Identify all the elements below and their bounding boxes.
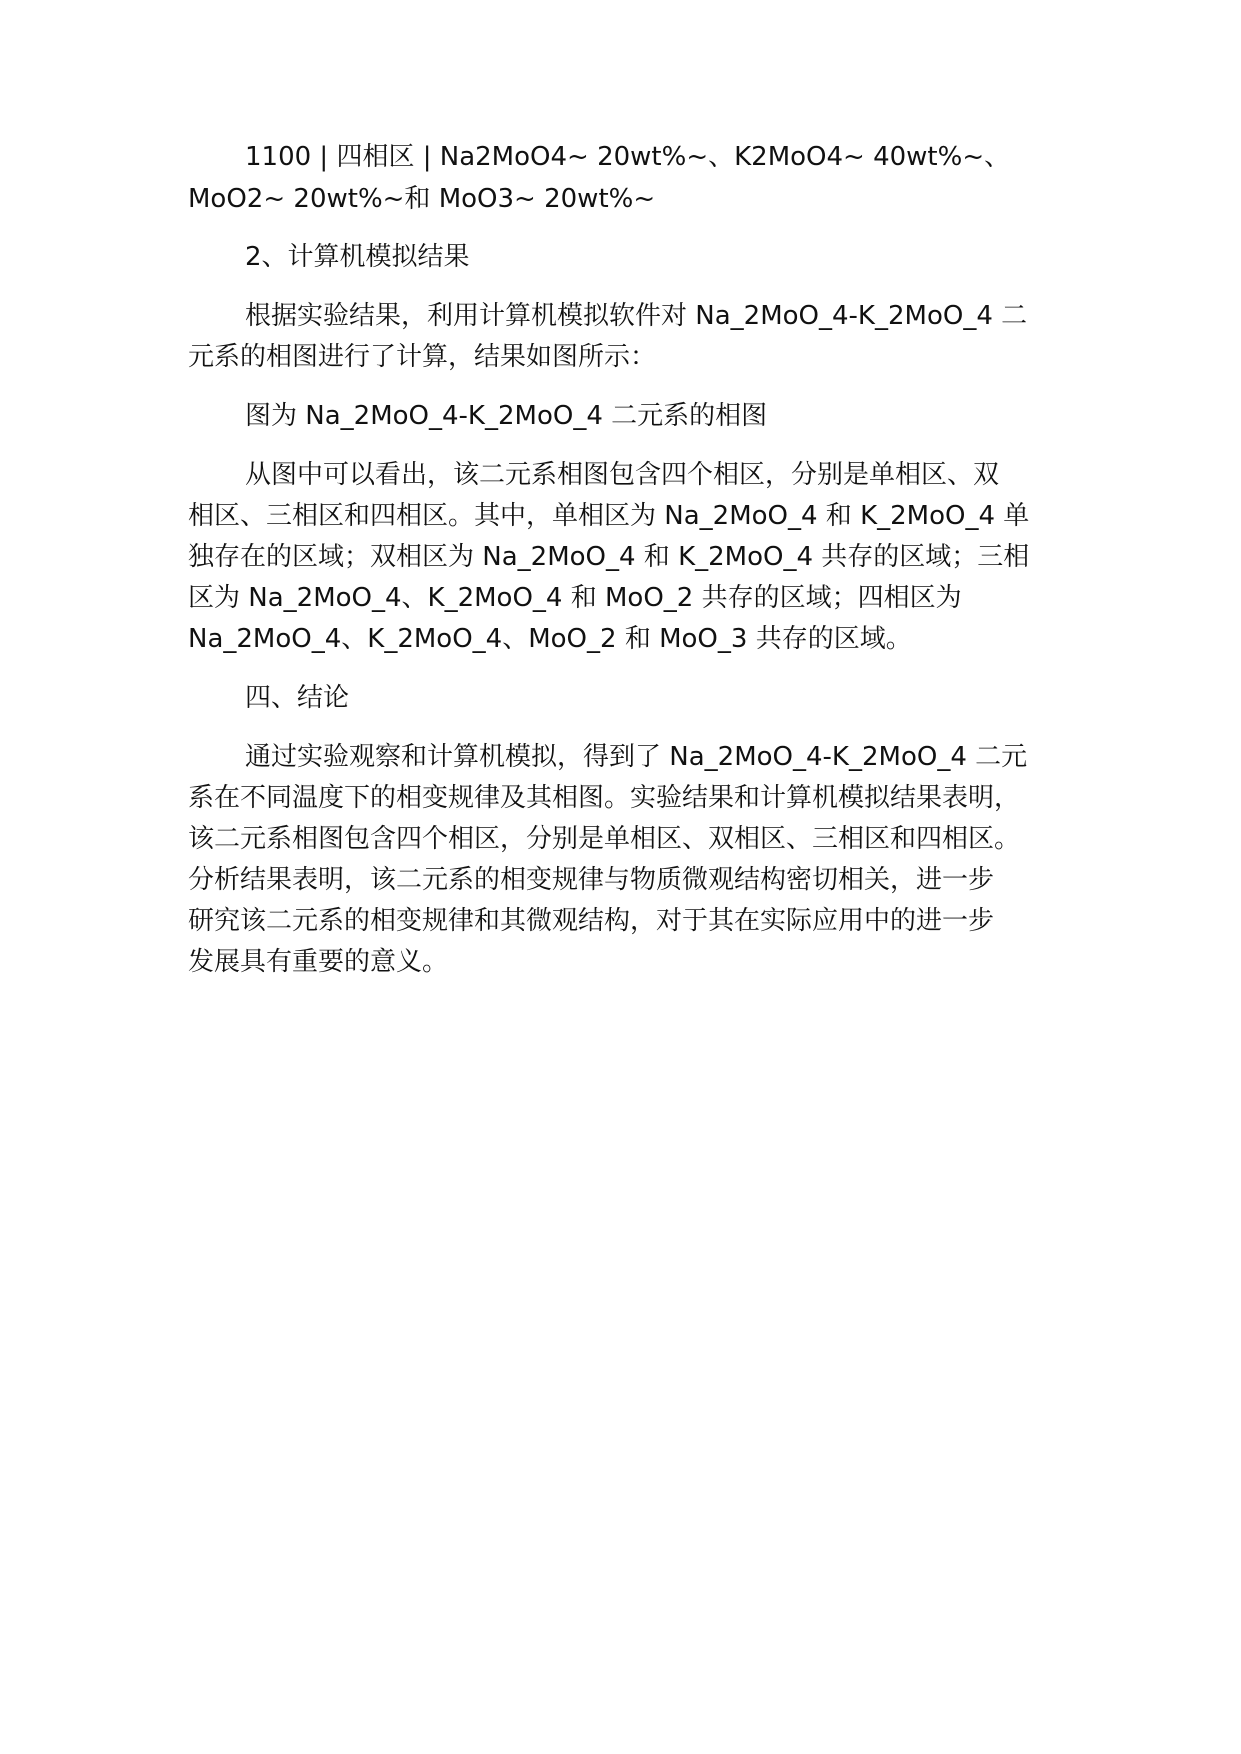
paragraph-line: 该二元系相图包含四个相区，分别是单相区、双相区、三相区和四相区。 <box>188 824 1021 854</box>
paragraph-line: 相区、三相区和四相区。其中，单相区为 Na_2MoO_4 和 K_2MoO_4 单 <box>188 501 1030 531</box>
paragraph-line: 研究该二元系的相变规律和其微观结构，对于其在实际应用中的进一步 <box>188 906 995 936</box>
figure-caption: 图为 Na_2MoO_4-K_2MoO_4 二元系的相图 <box>245 401 768 431</box>
paragraph-line: 独存在的区域；双相区为 Na_2MoO_4 和 K_2MoO_4 共存的区域；三相 <box>188 542 1030 572</box>
section-heading-simulation: 2、计算机模拟结果 <box>245 242 470 272</box>
paragraph-line: 分析结果表明，该二元系的相变规律与物质微观结构密切相关，进一步 <box>188 865 995 895</box>
section-heading-conclusion: 四、结论 <box>245 683 350 713</box>
paragraph-line: Na_2MoO_4、K_2MoO_4、MoO_2 和 MoO_3 共存的区域。 <box>188 624 912 654</box>
table-row-text-line: 1100 | 四相区 | Na2MoO4~ 20wt%~、K2MoO4~ 40wt%~、 <box>245 142 1011 172</box>
paragraph-line: 系在不同温度下的相变规律及其相图。实验结果和计算机模拟结果表明， <box>188 783 1021 813</box>
table-row-text-continuation: MoO2~ 20wt%~和 MoO3~ 20wt%~ <box>188 184 656 214</box>
paragraph-line: 区为 Na_2MoO_4、K_2MoO_4 和 MoO_2 共存的区域；四相区为 <box>188 583 962 613</box>
paragraph-line: 发展具有重要的意义。 <box>188 947 449 977</box>
paragraph-line: 通过实验观察和计算机模拟，得到了 Na_2MoO_4-K_2MoO_4 二元 <box>245 742 1028 772</box>
paragraph-line: 元系的相图进行了计算，结果如图所示： <box>188 342 657 372</box>
paragraph-line: 从图中可以看出，该二元系相图包含四个相区，分别是单相区、双 <box>245 460 1000 490</box>
paragraph-line: 根据实验结果，利用计算机模拟软件对 Na_2MoO_4-K_2MoO_4 二 <box>245 301 1028 331</box>
